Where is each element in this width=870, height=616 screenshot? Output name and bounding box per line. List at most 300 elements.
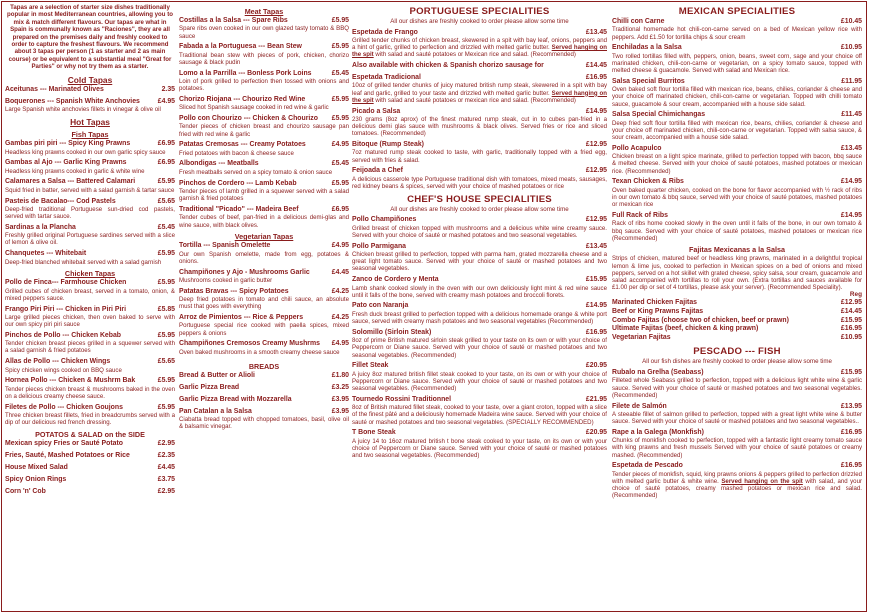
item-price: £5.95 <box>331 43 349 51</box>
description-text: Portuguese special rice cooked with paella spices, mixed peppers & onions <box>179 322 349 337</box>
item-name: T Bone Steak <box>352 429 396 437</box>
item-price: £3.25 <box>331 383 349 391</box>
chicken-tapas-list <box>5 279 175 426</box>
item-description <box>179 349 349 356</box>
item-name: Also available with chicken & Spanish chorizo sausage for <box>352 62 544 70</box>
item-price: £6.95 <box>157 140 175 148</box>
item-name: Solomillo (Sirloin Steak) <box>352 328 432 336</box>
item-price: £5.85 <box>157 305 175 313</box>
menu-item <box>612 44 862 74</box>
description-text: Grilled cubes of chicken breast, served in a tomato, onion, & mixed peppers sauce. <box>5 287 175 302</box>
item-price: £10.95 <box>840 333 862 341</box>
fish-tapas-list <box>5 140 175 266</box>
menu-item <box>5 358 175 374</box>
description-text: Rack of ribs home cooked slowly in the oven until it falls of the bone, in our own tomato & bbq sauce. Served with your choice of sauté potatoes, mashed potatoes or mexican rice (Recommended) <box>612 220 862 242</box>
description-text: 8oz of prime British matured sirloin steak grilled to your taste on its own or with your choice of Peppercorn or Diane sauce. Served with your choice of sauté or mashed potatoes and two seasonal vegetables. (Recommended) <box>352 337 607 359</box>
item-description <box>612 377 862 399</box>
item-price: £5.95 <box>157 331 175 339</box>
item-description <box>352 404 607 426</box>
item-description <box>179 25 349 39</box>
column-4 <box>612 4 862 610</box>
item-description <box>179 78 349 92</box>
item-name: Costillas a la Salsa --- Spare Ribs <box>179 17 288 24</box>
menu-item <box>5 279 175 302</box>
item-price: £5.95 <box>331 115 349 123</box>
menu-item <box>612 111 862 141</box>
item-name: Bitoque (Rump Steak) <box>352 141 424 149</box>
item-price: £5.95 <box>331 95 349 103</box>
item-price: £4.45 <box>331 268 349 276</box>
description-text: Grilled tender chunks of chicken breast, skewered in a spit with bay leaf, onions, peppers and a hint of garlic, grilled to perfection and drizzled with melted garlic butter. <box>352 37 607 52</box>
item-description <box>352 82 607 104</box>
menu-item-header <box>179 396 349 404</box>
item-description <box>352 176 607 190</box>
menu-item <box>179 70 349 93</box>
column-1 <box>5 4 175 610</box>
menu-item <box>352 329 607 359</box>
menu-item-header <box>5 250 175 258</box>
menu-item <box>179 288 349 311</box>
description-text: Chicken breast grilled to perfection, topped with parma ham, grated mozzarella cheese and a great light tomato sauce. Served with your choice of sauté or mashed potatoes and two seasonal vegetables. <box>352 250 607 273</box>
item-name: Fries, Sauté, Mashed Potatoes or Rice <box>5 452 130 459</box>
menu-item-header <box>612 369 862 377</box>
description-text: Deep fried potatoes in tomato and chili sauce, an absolute must that goes with everything <box>179 296 349 311</box>
item-name: Corn 'n' Cob <box>5 488 46 496</box>
item-name: Enchiladas a la Salsa <box>612 44 682 52</box>
item-name: Picado a Salsa <box>352 107 401 115</box>
item-description <box>5 206 175 220</box>
description-text: Ciabatta bread topped with chopped tomatoes, basil, olive oil & balsamic vinegar. <box>179 415 349 431</box>
item-price: £16.95 <box>585 328 607 336</box>
item-description <box>179 169 349 176</box>
item-name: Filete de Salmón <box>612 402 667 410</box>
menu-item <box>5 159 175 175</box>
menu-item-header <box>612 212 862 220</box>
item-description <box>612 471 862 500</box>
description-text: Traditional bean stew with pieces of pork, chicken, chorizo sausage & black pudin <box>179 51 349 66</box>
item-description <box>352 225 607 239</box>
description-text: Loin of pork grilled to perfection then tossed with onions and potatoes. <box>179 78 349 93</box>
item-price: £5.45 <box>157 223 175 231</box>
menu-item-header <box>179 340 349 348</box>
item-description <box>5 168 175 175</box>
description-text: Chicken breast on a light spice marinate, grilled to perfection topped with bacon, bbq sauce & melted cheese. Served with your choice of sauté potatoes, mashed potatoes or mexican rice. (Recommended) <box>612 153 862 175</box>
item-price: £15.95 <box>585 276 607 284</box>
portuguese-list <box>352 29 607 191</box>
item-description <box>352 285 607 299</box>
description-text: 230 grams (8oz aprox) of the finest matured rump steak, cut in to cubes pan-fried in a delicious demi glas sauce with mushrooms & black olives. Served fries or rice and sliced tomatoes. (Recommended) <box>352 115 607 138</box>
menu-item <box>179 206 349 229</box>
item-price: £11.95 <box>841 77 862 85</box>
item-price: £14.95 <box>840 178 862 186</box>
menu-price-row <box>5 464 175 473</box>
menu-item <box>179 17 349 40</box>
menu-item-header <box>352 362 607 370</box>
item-name: Patatas Bravas --- Spicy Potatoes <box>179 287 289 295</box>
item-price: £10.45 <box>840 18 862 25</box>
menu-item-header <box>179 180 349 188</box>
menu-item <box>5 306 175 329</box>
menu-item-header <box>179 384 349 392</box>
item-name: Tortilla --- Spanish Omelette <box>179 242 271 250</box>
fajitas-description: Strips of chicken, matured beef or headless king prawns, marinated in a delightful tropical lemon & lime jus, cooked to perfection in Mexican spices on a bed of onions and mixed peppers, served on a hot skillet with grated cheese, spicy salsa, sour cream, guacamole and salad accompanied with tortillas to roll your own. (Extra tortillas and sauces available for £1.00 per dip or set of 4 tortillas, please ask your server). (Recommended Speciality). <box>612 255 862 292</box>
menu-item-header <box>179 242 349 250</box>
item-price: £4.45 <box>157 464 175 472</box>
item-price: £15.95 <box>840 368 862 376</box>
item-description <box>179 296 349 310</box>
item-price: £13.45 <box>840 144 862 152</box>
item-name: Rape a la Galega (Monkfish) <box>612 428 704 436</box>
item-description <box>179 277 349 284</box>
potatoes-heading: POTATOS & SALAD on the SIDE <box>35 429 145 439</box>
item-name: Chorizo Riojana --- Chourizo Red Wine <box>179 95 306 103</box>
menu-item-header <box>179 43 349 51</box>
item-name: Zanco de Cordero y Menta <box>352 276 439 284</box>
description-text: Oven baked mushrooms in a smooth creamy cheese sauce <box>179 348 340 356</box>
menu-item-header <box>612 178 862 186</box>
item-price: £2.35 <box>157 452 175 459</box>
chefs-heading: CHEF'S HOUSE SPECIALITIES <box>407 193 552 205</box>
menu-item <box>179 384 349 392</box>
item-price: £5.65 <box>157 197 175 205</box>
menu-item-header <box>179 70 349 78</box>
description-text: Traditional homemade hot chili-con-carne served on a bed of Mexican yellow rice with peppers. Add £1.50 for tortilla chips & sour cream <box>612 26 862 41</box>
item-description <box>612 153 862 175</box>
description-text: Filleted whole Seabass grilled to perfection, topped with a delicious light white wine & garlic sauce. Served with your choice of sauté or mashed potatoes and two seasonal vegetables. (Recommended) <box>612 377 862 399</box>
item-description <box>5 232 175 246</box>
item-price: £3.95 <box>331 395 349 403</box>
menu-item-header <box>352 396 607 404</box>
description-text-2: with salad and sauté potatoes or mexican rice and salad. (Recommended) <box>375 96 576 104</box>
item-name: Beef or King Prawns Fajitas <box>612 308 704 316</box>
item-name: Texan Chicken & Ribs <box>612 178 684 186</box>
column-3 <box>352 4 607 610</box>
item-name: Boquerones --- Spanish White Anchovies <box>5 97 140 105</box>
item-price: £20.95 <box>585 429 607 437</box>
breads-heading: BREADS <box>248 361 280 371</box>
menu-item <box>352 276 607 299</box>
description-text: Three chicken breast fillets, fried in breadcrumbs served with a dip of our delicious red french dressing. <box>5 412 175 427</box>
item-description <box>352 337 607 359</box>
item-name: Mexican spicy Fries or Sauté Potato <box>5 439 123 447</box>
item-price: £4.95 <box>331 340 349 348</box>
item-description <box>179 104 349 111</box>
description-text: Freshly grilled original Portuguese sardines served with a slice of lemon & olive oil. <box>5 232 175 247</box>
item-description <box>5 106 175 113</box>
item-price: £12.95 <box>585 141 607 149</box>
menu-item <box>352 429 607 459</box>
description-text: 8oz of British matured fillet steak, cooked to your taste, over a giant croton, topped with a slice of the finest pâté and a deliciously homemade Madeira wine sauce. Served with your choice of sauté or mashed potatoes and two seasonal vegetables. (SPECIALLY RECOMMENDED) <box>352 404 607 426</box>
description-text: 7oz matured rump steak cooked to taste, with garlic, traditionally topped with a fried egg, served with fries & salad. <box>352 149 607 164</box>
description-text-2: with salad and sauté potatoes or Mexican rice and salad. (Recommended) <box>375 51 576 59</box>
potatoes-list <box>5 440 175 497</box>
menu-item <box>612 145 862 175</box>
menu-item-header <box>352 74 607 82</box>
item-name: Chilli con Carne <box>612 18 665 25</box>
menu-item-header <box>352 62 607 70</box>
cold-tapas-heading: Cold Tapas <box>67 74 113 85</box>
item-name: Pollo de Finca--- Farmhouse Chicken <box>5 279 127 287</box>
item-name: Feijoada a Chef <box>352 167 403 175</box>
item-price: £13.45 <box>585 242 607 250</box>
menu-item <box>5 377 175 400</box>
item-name: Espetada de Pescado <box>612 462 683 470</box>
menu-item <box>352 108 607 138</box>
menu-price-row <box>612 334 862 343</box>
menu-price-row <box>612 317 862 326</box>
item-name: Chanquetes --- Whitebait <box>5 250 87 258</box>
item-name: Pan Catalan a la Salsa <box>179 407 252 415</box>
item-price: £3.95 <box>331 407 349 415</box>
item-price: £4.95 <box>331 242 349 250</box>
menu-item <box>179 43 349 66</box>
menu-item-header <box>5 98 175 106</box>
menu-item-header <box>352 216 607 224</box>
menu-item <box>179 396 349 404</box>
item-name: Ultimate Fajitas (beef, chicken & king prawn) <box>612 325 759 333</box>
fajitas-heading: Fajitas Mexicanas a la Salsa <box>689 245 785 255</box>
item-price: £11.45 <box>841 111 862 119</box>
description-text: Chunks of monkfish cooked to perfection, topped with a fantastic light creamy tomato sauce with king prawns and fresh mussels Served with your choice of sauté potatoes or creamy mashed. (Recommended) <box>612 437 862 459</box>
menu-item <box>179 141 349 157</box>
description-text: A steeable fillet of salmon grilled to perfection, topped with a great light white wine & butter sauce. Served with your choice of sauté or mashed potatoes and two seasonal vegetables.. <box>612 410 862 426</box>
item-price: £21.95 <box>585 395 607 403</box>
description-text: Two rolled tortillas filled with, peppers, onion, beans, sweet corn, sage and your choice off marinated chicken, chili-con-carne or vegetarian, on a spicy tomato sauce, topped with melted cheese & guacamole. Served with salad and Mexican rice. <box>612 52 862 75</box>
menu-item-header <box>5 306 175 314</box>
menu-item-header <box>179 160 349 168</box>
mexican-heading: MEXICAN SPECIALITIES <box>678 6 796 17</box>
item-name: Hornea Pollo --- Chicken & Mushrm Bak <box>5 377 136 385</box>
menu-item-header <box>612 462 862 470</box>
menu-item-header <box>5 159 175 167</box>
item-price: £14.95 <box>585 107 607 115</box>
item-name: Vegetarian Fajitas <box>612 333 671 341</box>
description-text: Squid fried in batter, served with a salad garnish & tartar sauce <box>5 186 175 194</box>
menu-item <box>352 62 607 70</box>
menu-item-header <box>612 403 862 411</box>
description-text: Deep fried soft flour tortilla filled with mexican rice, beans, chilies, coriander & cheese and your choice off marinated chicken, chili-con-carne or vegetarian. Topped with salsa sauce, & sour cream, accompanied with a house side salad. <box>612 119 862 142</box>
item-name: Espetada Tradicional <box>352 74 421 82</box>
item-price: £5.95 <box>157 403 175 411</box>
item-name: Full Rack of Ribs <box>612 211 668 219</box>
menu-item <box>352 243 607 273</box>
menu-item <box>612 178 862 208</box>
menu-item <box>612 78 862 108</box>
fajitas-list <box>612 299 862 342</box>
item-name: Pinchos de Pollo --- Chicken Kebab <box>5 331 122 339</box>
menu-item-header <box>352 243 607 251</box>
item-price: £5.95 <box>331 179 349 187</box>
item-price: £10.95 <box>840 44 862 52</box>
menu-price-row <box>5 488 175 497</box>
menu-item-header <box>5 224 175 232</box>
menu-item-header <box>352 302 607 310</box>
item-price: £1.80 <box>331 371 349 379</box>
item-description <box>179 251 349 265</box>
item-description <box>352 149 607 163</box>
intro-text: Tapas are a selection of starter size dishes traditionally popular in most Mediterranean countries, allowing you to mix & match different flavours. Our tapas are what in Spain is communally known as "Raciones", they are all prepared on the premises daily and freshly cooked to order to capture the freshest flavours. We recommend about 3 tapas per person (1 as starter and 2 as main course) or be equivalent to a substantial meal "Great for Parties" or why not try them as a starter. <box>7 4 173 71</box>
item-description <box>5 149 175 156</box>
item-price: £5.95 <box>157 279 175 287</box>
description-text: Tender pieces chicken breast & mushrooms baked in the oven on a delicious creamy cheese sauce. <box>5 385 175 400</box>
menu-price-row <box>612 325 862 334</box>
menu-item <box>179 314 349 337</box>
menu-item-header <box>352 108 607 116</box>
item-price: £4.95 <box>331 141 349 149</box>
menu-item <box>612 18 862 41</box>
menu-item-header <box>179 206 349 214</box>
description-text: Tender cubes of beef, pan-fried in a delicious demi-glas and wine sauce, with black olives. <box>179 214 349 229</box>
item-name: Pollo Champiñones <box>352 216 417 224</box>
item-description <box>179 322 349 336</box>
item-price: 2.35 <box>161 85 175 93</box>
description-text: Our own Spanish omelette, made from egg, potatoes & onions. <box>179 250 349 265</box>
menu-item-header <box>352 167 607 175</box>
item-price: £16.95 <box>585 74 607 82</box>
item-name: Garlic Pizza Bread with Mozzarella <box>179 395 292 403</box>
menu-item-header <box>612 145 862 153</box>
item-price: £2.95 <box>157 488 175 496</box>
item-name: Tournedo Rossini Traditionnel <box>352 395 452 403</box>
fajitas-reg-label: Reg <box>849 291 862 299</box>
menu-item <box>5 332 175 355</box>
item-description <box>352 251 607 273</box>
menu-item-header <box>5 198 175 206</box>
menu-item <box>5 178 175 194</box>
menu-item <box>179 160 349 176</box>
description-text: Fried potatoes with bacon & cheese sauce <box>179 149 294 157</box>
item-price: £12.95 <box>585 216 607 224</box>
item-name: Allas de Pollo --- Chicken Wings <box>5 358 111 366</box>
item-price: £4.25 <box>331 287 349 295</box>
menu-item-header <box>5 279 175 287</box>
item-name: Fillet Steak <box>352 362 389 370</box>
item-name: Combo Fajitas (choose two of chicken, beef or prawn) <box>612 316 789 324</box>
description-text: Large grilled pieces chicken, then oven baked to serve with our own spicy piri piri sauce <box>5 313 175 329</box>
item-description <box>352 438 607 460</box>
item-price: £14.95 <box>585 302 607 310</box>
vegetarian-tapas-list <box>179 242 349 356</box>
item-name: Salsa Special Burritos <box>612 77 685 85</box>
item-name: Arroz de Pimientos --- Rice & Peppers <box>179 313 304 321</box>
menu-item-header <box>179 288 349 296</box>
item-name: Spicy Onion Rings <box>5 476 67 484</box>
menu-item <box>5 224 175 247</box>
menu-item <box>612 403 862 426</box>
item-description <box>612 26 862 40</box>
item-description <box>352 37 607 59</box>
menu-item-header <box>612 111 862 119</box>
item-description <box>352 371 607 393</box>
item-name: Pasteis de Bacalao--- Cod Pastels <box>5 197 116 205</box>
description-text: Grilled breast of chicken topped with mushrooms and a delicious white wine creamy sauce. Served with your choice of sauté or mashed potatoes and two seasonal vegetables. <box>352 224 607 239</box>
description-text: Tender pieces of monkfish, squid, king prawns onions & peppers grilled to perfection drizzled with melted garlic butter & white wine. <box>612 470 862 485</box>
item-price: £16.95 <box>840 428 862 436</box>
item-name: Traditional "Picado" --- Madeira Beef <box>179 205 299 213</box>
breads-list <box>179 372 349 431</box>
item-name: Pollo con Chourizo --- Chicken & Chourizo <box>179 115 318 123</box>
item-description <box>352 311 607 325</box>
description-text: Tender pieces of chicken breast and chourizo sausage pan fried with red wine & garlic <box>179 123 349 138</box>
menu-item <box>5 198 175 221</box>
item-price: £5.45 <box>331 69 349 77</box>
menu-item-header <box>352 329 607 337</box>
item-description <box>5 187 175 194</box>
item-price: £12.95 <box>585 167 607 175</box>
item-price: £16.95 <box>840 325 862 333</box>
chefs-note: All our dishes are freshly cooked to order please allow some time <box>390 205 569 213</box>
description-text: Deep-fried traditional Portuguese sun-dried cod pastels, served with tartar sauce. <box>5 205 175 221</box>
item-description <box>5 259 175 266</box>
menu-item <box>352 396 607 426</box>
menu-item <box>352 74 607 104</box>
menu-item-header <box>612 78 862 86</box>
menu-item-header <box>5 358 175 366</box>
item-price: £4.25 <box>331 313 349 321</box>
description-text: A delicious casserole type Portuguese traditional dish with tomatoes, mixed meats, sausages, red kidney beans & spices, served with your choice of mashed potatoes or rice <box>352 175 607 190</box>
description-text: Spicy chicken wings cooked on BBQ sauce <box>5 366 122 374</box>
menu-item <box>612 369 862 399</box>
description-text: A juicy 8oz matured british fillet steak cooked to your taste, on its own or with your choice of Peppercorn or Diane sauce. Served with your choice of sauté or mashed potatoes and two seasonal vegetables. (Recommended) <box>352 370 607 393</box>
item-price: £5.95 <box>157 250 175 258</box>
menu-item <box>352 29 607 59</box>
item-name: Gambas piri piri --- Spicy King Prawns <box>5 140 131 148</box>
spit-highlight: Served hanging on the spit <box>721 477 803 485</box>
menu-item <box>5 404 175 427</box>
item-description <box>5 367 175 374</box>
menu-item-header <box>5 178 175 186</box>
portuguese-note: All our dishes are freshly cooked to order please allow some time <box>390 18 569 25</box>
menu-item <box>179 96 349 112</box>
item-description <box>5 340 175 354</box>
item-description <box>5 314 175 328</box>
cold-tapas-list <box>5 86 175 114</box>
meat-tapas-list <box>179 17 349 229</box>
item-name: Aceitunas --- Marinated Olives <box>5 85 104 93</box>
menu-item-header <box>352 276 607 284</box>
item-price: £5.95 <box>157 377 175 385</box>
menu-item-header <box>612 44 862 52</box>
spit-highlight: Served hanging on the spit <box>352 44 607 59</box>
item-name: Garlic Pizza Bread <box>179 383 240 391</box>
item-name: Pollo Parmigana <box>352 242 406 250</box>
meat-tapas-heading: Meat Tapas <box>244 7 284 16</box>
item-price: £15.95 <box>840 316 862 324</box>
item-name: Espetada de Frango <box>352 28 418 36</box>
menu-item-header <box>352 29 607 37</box>
menu-price-row <box>5 452 175 461</box>
item-price: £14.95 <box>840 211 862 219</box>
item-price: £16.95 <box>840 462 862 470</box>
item-name: Fabada a la Portuguesa --- Bean Stew <box>179 43 302 51</box>
item-description <box>179 123 349 137</box>
menu-item <box>5 86 175 94</box>
item-price: £2.95 <box>157 439 175 447</box>
item-price: £6.95 <box>331 205 349 213</box>
menu-item-header <box>179 115 349 123</box>
fish-tapas-heading: Fish Tapas <box>71 130 109 140</box>
item-description <box>612 220 862 242</box>
item-description <box>179 150 349 157</box>
menu-item-header <box>179 141 349 149</box>
description-text: Lamb shank cooked slowly in the oven with our own deliciously light mint & red wine sauce until it falls of the bone, served with creamy mash potatoes and broccoli florets. <box>352 284 607 299</box>
item-price: £5.95 <box>331 17 349 24</box>
menu-item <box>352 141 607 164</box>
description-text: Headless king prawns cooked in our own garlic spicy sauce <box>5 148 166 156</box>
item-description <box>612 120 862 142</box>
item-name: Marinated Chicken Fajitas <box>612 299 698 307</box>
menu-item-header <box>5 86 175 94</box>
